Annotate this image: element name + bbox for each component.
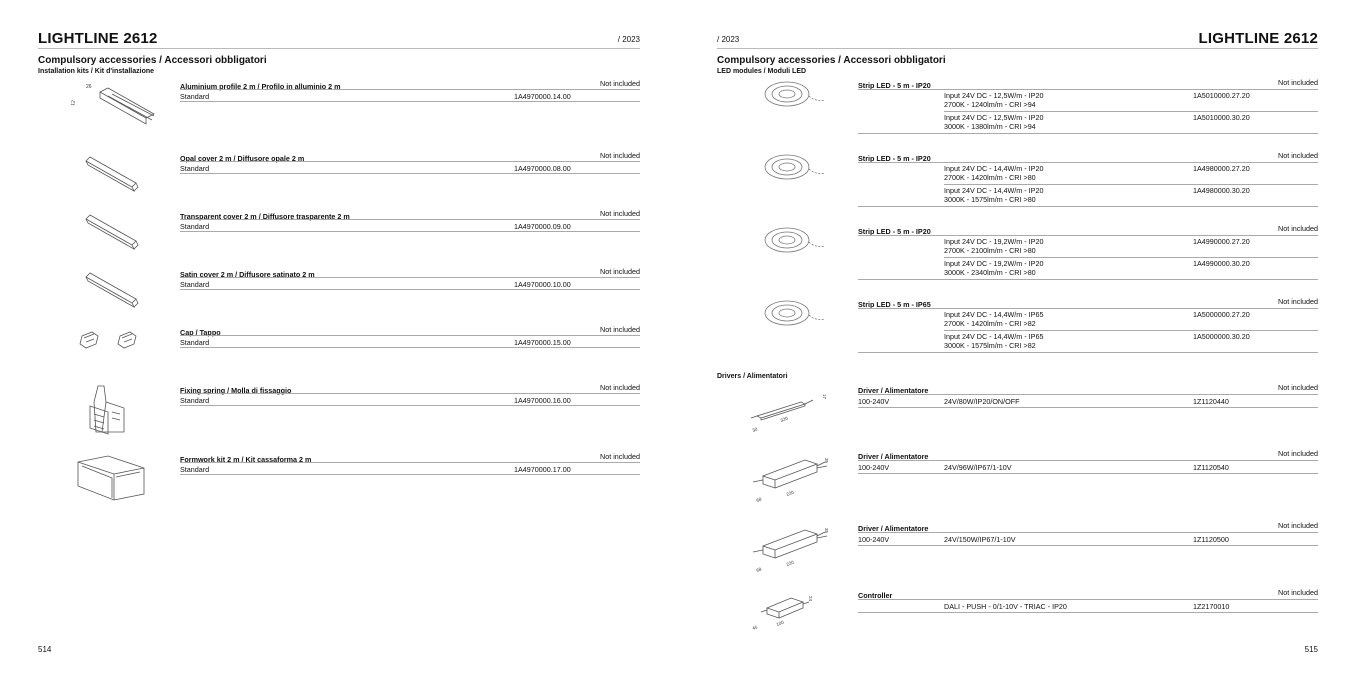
strip-led-product: [858, 297, 1318, 353]
product-opal-cover: [180, 151, 640, 174]
product-cap: [180, 325, 640, 348]
dimension-label: 320: [779, 415, 789, 423]
variant-label: Standard: [180, 164, 210, 173]
inclusion-status: Not included: [600, 452, 640, 461]
driver-product: [858, 449, 1318, 474]
profile-icon: [68, 78, 158, 138]
inclusion-status: Not included: [600, 209, 640, 218]
spec-line: 2700K - 2100lm/m - CRI >80: [944, 246, 1036, 255]
product-title: Strip LED - 5 m - IP20: [858, 81, 931, 90]
product-title: Opal cover 2 m / Diffusore opale 2 m: [180, 154, 305, 163]
dimension-label: 68: [755, 566, 763, 573]
drivers-section-label: Drivers / Alimentatori: [717, 373, 788, 380]
spec-line: Input 24V DC - 12,5W/m - IP20: [944, 113, 1044, 122]
catalog-year: / 2023: [617, 35, 640, 44]
inclusion-status: Not included: [1278, 449, 1318, 458]
spec-line: Input 24V DC - 14,4W/m - IP65: [944, 332, 1044, 341]
product-formwork-kit: [180, 452, 640, 475]
driver-spec: 24V/96W/IP67/1-10V: [944, 463, 1012, 472]
product-code: 1A4970000.10.00: [514, 280, 571, 289]
dimension-height: 12: [70, 99, 77, 107]
product-code: 1A5000000.27.20: [1193, 310, 1250, 319]
spec-line: 3000K - 1380lm/m - CRI >94: [944, 122, 1036, 131]
product-code: 1Z1120440: [1193, 397, 1229, 406]
product-title: Cap / Tappo: [180, 328, 221, 337]
input-voltage: 100-240V: [858, 463, 890, 472]
dimension-label: 35: [824, 528, 829, 534]
left-page: [38, 0, 640, 677]
brand-title: LIGHTLINE 2612: [38, 30, 158, 47]
driver-spec: 24V/80W/IP20/ON/OFF: [944, 397, 1020, 406]
dimension-label: 68: [755, 496, 763, 503]
strip-led-product: [858, 78, 1318, 134]
controller-product: [858, 588, 1318, 613]
product-code: 1A4970000.15.00: [514, 338, 571, 347]
driver-product: [858, 521, 1318, 546]
led-strip-reel-icon: [755, 291, 845, 351]
dimension-label: 24: [808, 596, 813, 602]
product-code: 1Z1120500: [1193, 535, 1229, 544]
led-strip-reel-icon: [755, 145, 845, 205]
product-code: 1A4970000.16.00: [514, 396, 571, 405]
header-divider: [717, 48, 1318, 49]
led-strip-reel-icon: [755, 72, 845, 132]
product-code: 1A5010000.27.20: [1193, 91, 1250, 100]
driver-product: [858, 383, 1318, 408]
controller-icon: [747, 582, 837, 642]
driver-spec: DALI - PUSH - 0/1-10V - TRIAC - IP20: [944, 602, 1067, 611]
product-title: Strip LED - 5 m - IP65: [858, 300, 931, 309]
product-code: 1A5010000.30.20: [1193, 113, 1250, 122]
dimension-label: 100: [775, 619, 785, 627]
product-title: Driver / Alimentatore: [858, 386, 929, 395]
spec-line: 3000K - 1575lm/m - CRI >80: [944, 195, 1036, 204]
variant-label: Standard: [180, 338, 210, 347]
product-title: Strip LED - 5 m - IP20: [858, 154, 931, 163]
dimension-label: 35: [824, 458, 829, 464]
product-title: Strip LED - 5 m - IP20: [858, 227, 931, 236]
spec-line: Input 24V DC - 14,4W/m - IP20: [944, 164, 1044, 173]
right-page: [717, 0, 1318, 677]
spec-line: 2700K - 1240lm/m - CRI >94: [944, 100, 1036, 109]
product-fixing-spring: [180, 383, 640, 406]
input-voltage: 100-240V: [858, 397, 890, 406]
brand-title: LIGHTLINE 2612: [1198, 30, 1318, 47]
dimension-label: 220: [785, 559, 795, 567]
page-number: 514: [38, 645, 52, 654]
inclusion-status: Not included: [1278, 588, 1318, 597]
driver-box-icon: [747, 516, 837, 576]
product-code: 1A4990000.27.20: [1193, 237, 1250, 246]
product-code: 1A4970000.14.00: [514, 92, 571, 101]
formwork-icon: [68, 450, 158, 510]
spec-line: Input 24V DC - 19,2W/m - IP20: [944, 259, 1044, 268]
inclusion-status: Not included: [1278, 521, 1318, 530]
product-title: Driver / Alimentatore: [858, 452, 929, 461]
spec-line: Input 24V DC - 12,5W/m - IP20: [944, 91, 1044, 100]
inclusion-status: Not included: [1278, 383, 1318, 392]
variant-label: Standard: [180, 280, 210, 289]
spec-line: 3000K - 2340lm/m - CRI >80: [944, 268, 1036, 277]
product-title: Formwork kit 2 m / Kit cassaforma 2 m: [180, 455, 312, 464]
inclusion-status: Not included: [600, 383, 640, 392]
variant-label: Standard: [180, 222, 210, 231]
spring-icon: [68, 382, 158, 442]
product-code: 1Z1120540: [1193, 463, 1229, 472]
variant-label: Standard: [180, 396, 210, 405]
product-title: Aluminium profile 2 m / Profilo in alluminio 2 m: [180, 82, 341, 91]
driver-box-icon: [747, 446, 837, 506]
transparent-cover-icon: [68, 203, 158, 263]
spec-line: Input 24V DC - 14,4W/m - IP65: [944, 310, 1044, 319]
spec-line: 2700K - 1420lm/m - CRI >82: [944, 319, 1036, 328]
inclusion-status: Not included: [600, 325, 640, 334]
product-code: 1Z2170010: [1193, 602, 1230, 611]
product-title: Transparent cover 2 m / Diffusore trasparente 2 m: [180, 212, 350, 221]
spec-line: 3000K - 1575lm/m - CRI >82: [944, 341, 1036, 350]
dimension-label: 220: [785, 489, 795, 497]
section-heading: Compulsory accessories / Accessori obbligatori: [717, 55, 946, 66]
spec-line: Input 24V DC - 14,4W/m - IP20: [944, 186, 1044, 195]
dimension-label: 30: [751, 426, 759, 433]
product-satin-cover: [180, 267, 640, 290]
inclusion-status: Not included: [600, 79, 640, 88]
page-number: 515: [1304, 645, 1318, 654]
opal-cover-icon: [68, 145, 158, 205]
satin-cover-icon: [68, 261, 158, 321]
section-heading: Compulsory accessories / Accessori obbligatori: [38, 55, 267, 66]
product-code: 1A4970000.09.00: [514, 222, 571, 231]
catalog-year: / 2023: [717, 35, 740, 44]
driver-slim-icon: [747, 380, 837, 440]
inclusion-status: Not included: [1278, 151, 1318, 160]
strip-led-product: [858, 151, 1318, 207]
cap-icon: [68, 320, 158, 380]
dimension-label: 45: [751, 624, 759, 631]
variant-label: Standard: [180, 465, 210, 474]
product-profile: [180, 79, 640, 102]
product-code: 1A4970000.08.00: [514, 164, 571, 173]
dimension-width: 26: [86, 84, 92, 90]
strip-led-product: [858, 224, 1318, 280]
product-code: 1A5000000.30.20: [1193, 332, 1250, 341]
led-strip-reel-icon: [755, 218, 845, 278]
section-subheading: Installation kits / Kit d'installazione: [38, 68, 155, 75]
inclusion-status: Not included: [1278, 224, 1318, 233]
product-code: 1A4980000.30.20: [1193, 186, 1250, 195]
product-transparent-cover: [180, 209, 640, 232]
inclusion-status: Not included: [1278, 297, 1318, 306]
header-divider: [38, 48, 640, 49]
driver-spec: 24V/150W/IP67/1-10V: [944, 535, 1016, 544]
spec-line: 2700K - 1420lm/m - CRI >80: [944, 173, 1036, 182]
spec-line: Input 24V DC - 19,2W/m - IP20: [944, 237, 1044, 246]
section-subheading: LED modules / Moduli LED: [717, 68, 807, 75]
product-title: Driver / Alimentatore: [858, 524, 929, 533]
product-title: Controller: [858, 591, 893, 600]
product-code: 1A4980000.27.20: [1193, 164, 1250, 173]
inclusion-status: Not included: [600, 151, 640, 160]
variant-label: Standard: [180, 92, 210, 101]
product-code: 1A4970000.17.00: [514, 465, 571, 474]
inclusion-status: Not included: [600, 267, 640, 276]
input-voltage: 100-240V: [858, 535, 890, 544]
product-title: Fixing spring / Molla di fissaggio: [180, 386, 292, 395]
dimension-label: 17: [822, 394, 827, 400]
product-code: 1A4990000.30.20: [1193, 259, 1250, 268]
product-title: Satin cover 2 m / Diffusore satinato 2 m: [180, 270, 315, 279]
inclusion-status: Not included: [1278, 78, 1318, 87]
